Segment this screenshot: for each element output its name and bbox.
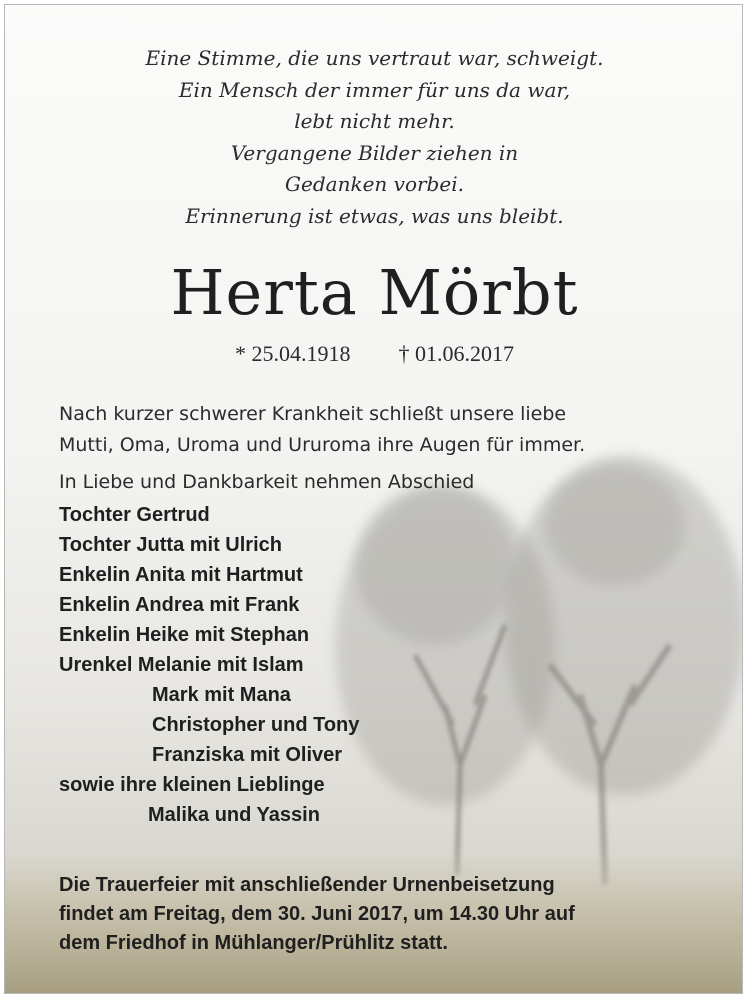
poem-line: lebt nicht mehr. bbox=[294, 109, 455, 133]
poem-line: Eine Stimme, die uns vertraut war, schweigt. bbox=[145, 46, 604, 70]
mourner: Enkelin Anita mit Hartmut bbox=[59, 564, 303, 586]
right-tree bbox=[505, 455, 743, 885]
poem-line: Vergangene Bilder ziehen in bbox=[230, 140, 519, 165]
poem bbox=[5, 43, 743, 232]
announcement-line: Mutti, Oma, Uroma und Ururoma ihre Augen für immer. bbox=[59, 434, 586, 456]
deceased-name: Herta Mörbt bbox=[170, 256, 579, 329]
farewell-line: In Liebe und Dankbarkeit nehmen Abschied bbox=[59, 471, 475, 493]
mourner: Christopher und Tony bbox=[152, 714, 360, 736]
mourner: Mark mit Mana bbox=[152, 684, 291, 706]
ceremony-line: Die Trauerfeier mit anschließender Urnenbeisetzung bbox=[59, 874, 555, 896]
birth-date: * 25.04.1918 bbox=[235, 341, 351, 366]
ceremony-line: dem Friedhof in Mühlanger/Prühlitz statt. bbox=[59, 932, 448, 954]
mourner: Franziska mit Oliver bbox=[152, 744, 343, 766]
life-dates bbox=[5, 341, 743, 367]
mourner: Enkelin Andrea mit Frank bbox=[59, 594, 300, 616]
mourner: Urenkel Melanie mit Islam bbox=[59, 654, 304, 676]
poem-line: Erinnerung ist etwas, was uns bleibt. bbox=[185, 203, 564, 228]
announcement bbox=[59, 399, 719, 461]
obituary-notice bbox=[4, 4, 743, 994]
mourner: Tochter Gertrud bbox=[59, 504, 210, 526]
mourner: Malika und Yassin bbox=[148, 804, 320, 826]
mourner: sowie ihre kleinen Lieblinge bbox=[59, 774, 325, 796]
announcement-line: Nach kurzer schwerer Krankheit schließt unsere liebe bbox=[59, 403, 567, 425]
mourner: Tochter Jutta mit Ulrich bbox=[59, 534, 282, 556]
death-date: † 01.06.2017 bbox=[398, 341, 514, 366]
mourner: Enkelin Heike mit Stephan bbox=[59, 624, 310, 646]
poem-line: Ein Mensch der immer für uns da war, bbox=[178, 77, 571, 102]
ceremony-details bbox=[59, 871, 575, 958]
ceremony-line: findet am Freitag, dem 30. Juni 2017, um 14.30 Uhr auf bbox=[59, 903, 575, 925]
mourners-list bbox=[59, 500, 359, 830]
poem-line: Gedanken vorbei. bbox=[285, 172, 464, 196]
